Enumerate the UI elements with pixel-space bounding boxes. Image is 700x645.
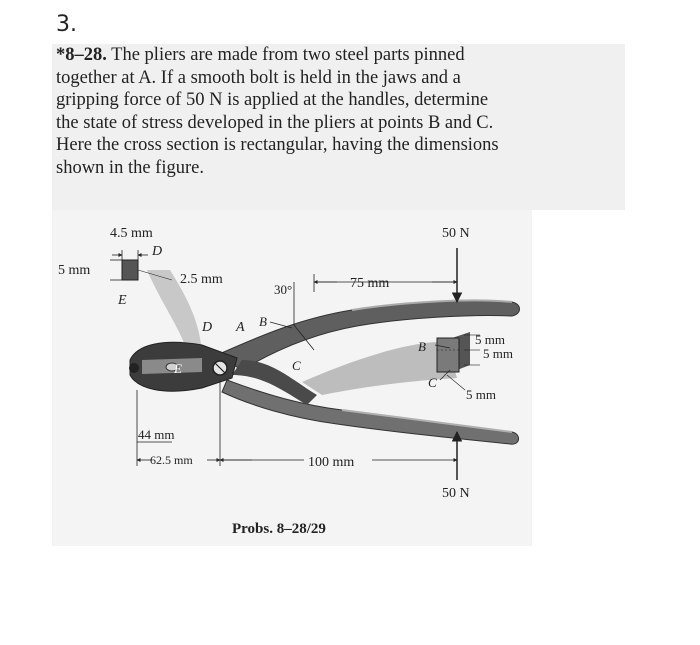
- label-dim-2-5: 2.5 mm: [180, 272, 223, 287]
- label-point-e-top: E: [118, 293, 127, 308]
- problem-line-1: The pliers are made from two steel parts pinned: [111, 45, 465, 65]
- figure-caption: Probs. 8–28/29: [232, 521, 326, 537]
- label-point-d-top: D: [152, 244, 163, 259]
- section-box: [437, 338, 459, 372]
- label-force-bottom: 50 N: [442, 486, 470, 501]
- problem-number: *8–28.: [56, 45, 107, 65]
- label-dim-100: 100 mm: [308, 455, 355, 470]
- pliers-diagram: [52, 210, 532, 546]
- label-point-b-right: B: [418, 339, 426, 354]
- problem-text: [56, 44, 624, 179]
- label-dim-5-left: 5 mm: [58, 263, 91, 278]
- problem-line-3: gripping force of 50 N is applied at the handles, determine: [56, 90, 489, 110]
- label-dim-44: 44 mm: [138, 427, 175, 442]
- label-dim-62-5: 62.5 mm: [150, 453, 193, 467]
- label-point-d: D: [202, 320, 213, 335]
- label-point-c-right: C: [428, 375, 437, 390]
- label-point-b-left: B: [259, 314, 267, 329]
- problem-line-6: shown in the figure.: [56, 157, 204, 178]
- label-angle-30: 30°: [274, 282, 293, 297]
- label-point-c-left: C: [292, 358, 301, 373]
- problem-line: [56, 44, 624, 67]
- section-left-box: [122, 260, 138, 280]
- label-point-e: E: [174, 361, 182, 376]
- question-number: 3.: [56, 12, 77, 37]
- label-dim-75: 75 mm: [350, 276, 390, 291]
- label-force-top: 50 N: [442, 226, 470, 241]
- problem-line-2: together at A. If a smooth bolt is held in the jaws and a: [56, 67, 461, 88]
- problem-line-4: the state of stress developed in the pliers at points B and C.: [56, 112, 494, 133]
- label-point-a: A: [236, 320, 245, 335]
- problem-statement: [52, 44, 625, 210]
- problem-line-5: Here the cross section is rectangular, having the dimensions: [56, 135, 499, 155]
- label-dim-5-r1: 5 mm: [475, 332, 505, 347]
- label-dim-5-r2: 5 mm: [483, 346, 513, 361]
- label-dim-5-r3: 5 mm: [466, 387, 496, 402]
- jaw-tip: [129, 363, 139, 373]
- pliers-figure: [52, 210, 532, 546]
- leader-b: [270, 322, 292, 328]
- label-dim-4-5: 4.5 mm: [110, 226, 153, 241]
